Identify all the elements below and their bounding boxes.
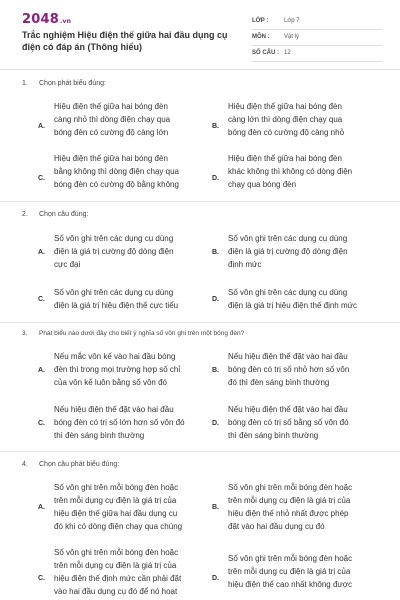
question-heading — [22, 80, 106, 87]
option-text: Nếu mắc vôn kế vào hai đầu bóng đèn thì trong mọi trường hợp số chỉ của vôn kế luôn bằng số vôn đó — [54, 352, 181, 387]
option-text: Số vôn ghi trên các dụng cụ dùng điện là giá trị cường độ dòng điện cực đại — [54, 234, 174, 269]
option-text: Nếu hiệu điện thế đặt vào hai đầu bóng đèn có trị số bằng số vôn đó thì đèn sáng bình thường — [228, 405, 349, 440]
meta-value: Lớp 7 — [284, 18, 300, 24]
question-prompt: Chọn câu đúng: — [39, 211, 89, 218]
option-text: Số vôn ghi trên mỗi bóng đèn hoặc trên mỗi dụng cụ điện là giá trị của hiệu điện thế nhỏ nhất được phép đặt vào hai đầu dụng cụ đó — [228, 483, 353, 531]
option-letter: B. — [212, 249, 219, 256]
option-letter: A. — [38, 367, 45, 374]
meta-value: 12 — [284, 50, 291, 56]
page-header — [0, 0, 400, 62]
question-divider — [0, 322, 400, 323]
quiz-meta — [252, 14, 382, 62]
option-letter: C. — [38, 420, 45, 427]
question-number: 1. — [22, 80, 28, 87]
option-text: Nếu hiệu điện thế đặt vào hai đầu bóng đèn có trị số lớn hơn số vôn đó thì đèn sáng bình thường — [54, 405, 185, 440]
option-letter: B. — [212, 367, 219, 374]
option-letter: C. — [38, 575, 45, 582]
option-text: Hiệu điện thế giữa hai bóng đèn càng lớn thì dòng điện chạy qua bóng đèn có cường độ càng nhỏ — [228, 102, 345, 137]
logo-tld: .vn — [59, 18, 72, 25]
option-text: Số vôn ghi trên các dụng cụ dùng điện là giá trị hiệu điện thế định mức — [228, 288, 357, 310]
question-prompt: Chọn câu phát biểu đúng: — [39, 461, 120, 468]
option-letter: A. — [38, 504, 45, 511]
question-heading — [22, 211, 88, 218]
option-text: Số vôn ghi trên mỗi bóng đèn hoặc trên mỗi dụng cụ điện là giá trị của hiệu điện thế giữa hai đầu dụng cụ đó khi có dòng điện chạy qua chúng — [54, 483, 183, 531]
option-letter: D. — [212, 420, 219, 427]
meta-row-class — [252, 14, 382, 30]
option-text: Số vôn ghi trên mỗi bóng đèn hoặc trên mỗi dụng cụ điện là giá trị của hiệu điện thế định mức cần phải đặt vào hai đầu dụng cụ đó để nó hoạt — [54, 548, 182, 596]
option-letter: B. — [212, 123, 219, 130]
option-letter: C. — [38, 175, 45, 182]
logo-number: 2048 — [22, 12, 59, 27]
site-logo[interactable] — [22, 12, 71, 27]
question-divider — [0, 451, 400, 452]
option-letter: C. — [38, 296, 45, 303]
question-prompt: Chọn phát biểu đúng: — [39, 80, 106, 87]
page-title: Trắc nghiệm Hiệu điện thế giữa hai đầu dụng cụ điện có đáp án (Thông hiểu) — [22, 30, 228, 52]
meta-value: Vật lý — [284, 34, 300, 40]
option-letter: A. — [38, 249, 45, 256]
option-letter: A. — [38, 123, 45, 130]
meta-key: MÔN : — [252, 34, 270, 40]
option-text: Số vôn ghi trên các dụng cụ dùng điện là giá trị hiệu điện thế cực tiểu — [54, 288, 179, 310]
option-text: Hiệu điện thế giữa hai bóng đèn khác không thì không có dòng điện chạy qua bóng đèn — [228, 154, 353, 189]
question-number: 2. — [22, 211, 28, 218]
question-divider — [0, 201, 400, 202]
option-text: Nếu hiệu điện thế đặt vào hai đầu bóng đèn có trị số nhỏ hơn số vôn đó thì đèn sáng bình thường — [228, 352, 350, 387]
meta-key: LỚP : — [252, 18, 269, 24]
question-number: 4. — [22, 461, 28, 468]
option-text: Hiệu điện thế giữa hai bóng đèn càng nhỏ thì dòng điện chạy qua bóng đèn có cường độ càng lớn — [54, 102, 171, 137]
option-letter: D. — [212, 175, 219, 182]
option-text: Số vôn ghi trên các dụng cụ dùng điện là giá trị cường độ dòng điện định mức — [228, 234, 348, 269]
header-divider — [0, 69, 400, 70]
option-text: Số vôn ghi trên mỗi bóng đèn hoặc trên mỗi dụng cụ điện là giá trị của hiệu điện thế cao nhất không được — [228, 554, 353, 589]
meta-key: SỐ CÂU : — [252, 50, 279, 56]
question-heading — [22, 461, 119, 468]
option-letter: D. — [212, 296, 219, 303]
option-letter: D. — [212, 575, 219, 582]
meta-row-count — [252, 46, 382, 62]
option-letter: B. — [212, 504, 219, 511]
question-heading — [22, 330, 244, 337]
meta-row-subject — [252, 30, 382, 46]
question-prompt: Phát biểu nào dưới đây cho biết ý nghĩa số vôn ghi trên một bóng đèn? — [39, 330, 245, 337]
question-number: 3. — [22, 330, 28, 337]
option-text: Hiệu điện thế giữa hai bóng đèn bằng không thì dòng điện chạy qua bóng đèn có cường độ bằng không — [54, 154, 179, 189]
